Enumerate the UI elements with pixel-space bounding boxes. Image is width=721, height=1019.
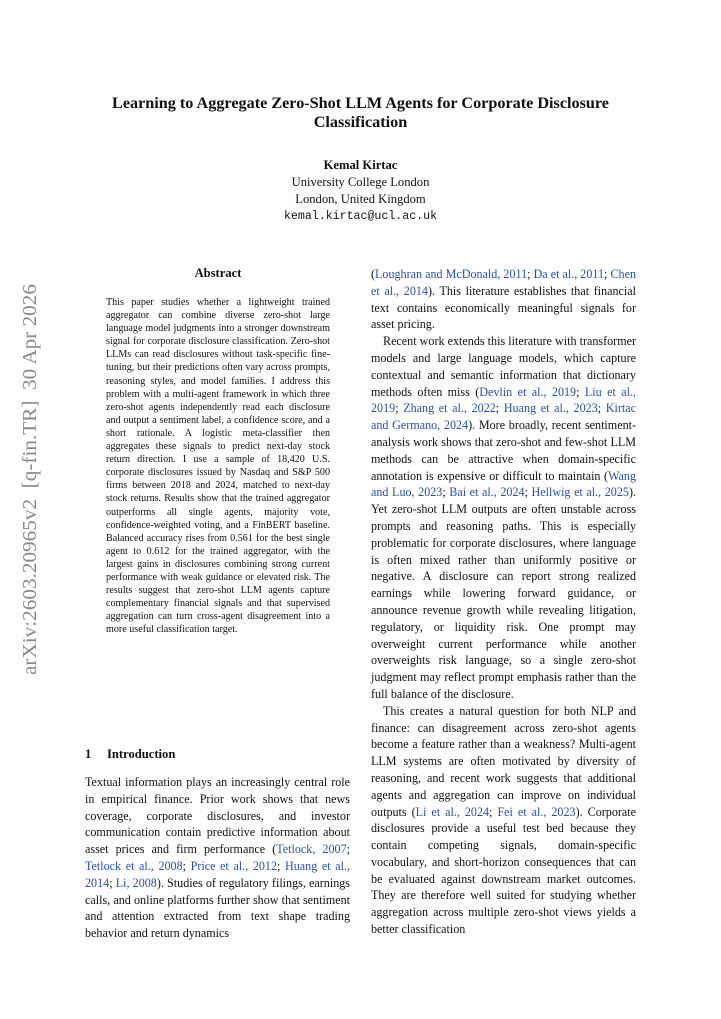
citation-link[interactable]: Devlin et al., 2019 (479, 384, 577, 399)
body-text: ; (597, 401, 606, 416)
body-text: ; (182, 858, 191, 873)
paragraph (371, 266, 636, 333)
body-text: ). Studies of regulatory filings, earnings calls, and online platforms further show that sentiment and attention extracted from text shape trading behavior and return dynamics (85, 875, 350, 941)
body-text: ; (527, 267, 534, 281)
arxiv-stamp-text: arXiv:2603.20965v2 [q-fin.TR] 30 Apr 2026 (20, 315, 41, 675)
body-text: ; (604, 267, 611, 281)
author-name: Kemal Kirtac (323, 158, 398, 172)
citation-link[interactable]: Wang and Luo, 2023 (371, 468, 636, 500)
abstract-heading: Abstract (194, 266, 242, 280)
citation-link[interactable]: Li et al., 2024 (415, 804, 490, 819)
body-text: ; (346, 842, 350, 857)
paper-title: Learning to Aggregate Zero-Shot LLM Agents for Corporate Disclosure Classification (112, 94, 609, 131)
citation-link[interactable]: Li, 2008 (115, 875, 157, 890)
body-text: ). This literature establishes that financial text contains economically meaningful signals for asset pricing. (371, 283, 636, 332)
arxiv-stamp-svg (6, 282, 46, 677)
body-text: ; (489, 804, 498, 819)
introduction-right-column (371, 266, 636, 938)
paragraph (371, 333, 636, 703)
body-text: ). Corporate disclosures provide a useful test bed because they contain competing signals, domain-specific vocabulary, and short-horizon consequences that can be evaluated against downstream market outcomes. They are therefore well suited for studying whether aggregation across multiple zero-shot views yields a better classification (371, 804, 636, 937)
section-title: Introduction (107, 747, 176, 761)
body-text: ; (524, 485, 532, 500)
citation-link[interactable]: Chen et al., 2014 (371, 267, 636, 298)
citation-link[interactable]: Loughran and McDonald, 2011 (375, 267, 528, 281)
abstract-text: This paper studies whether a lightweight trained aggregator can combine diverse zero-shot large language model judgments into a stronger downstream signal for corporate disclosure classification. Zero-shot LLMs can read disclosures without task-specific fine-tuning, but their predictions often vary across prompts, reasoning styles, and model families. I address this problem with a multi-agent framework in which three zero-shot agents independently read each disclosure and output a sentiment label, a confidence score, and a short rationale. A logistic meta-classifier then aggregates these signals to predict next-day stock return direction. I use a sample of 18,420 U.S. corporate disclosures issued by Nasdaq and S&P 500 firms between 2018 and 2024, matched to next-day stock returns. Results show that the trained aggregator outperforms all single agents, majority vote, confidence-weighted voting, and a FinBERT baseline. Balanced accuracy rises from 0.561 for the best single agent to 0.612 for the trained aggregator, with the largest gains in disclosures combining strong current performance with weak guidance or elevated risk. The results suggest that zero-shot LLM agents capture complementary financial signals and that supervised aggregation can turn cross-agent disagreement into a more useful classification target. (106, 297, 330, 636)
body-text: ; (495, 401, 504, 416)
body-text: This creates a natural question for both NLP and finance: can disagreement across zero-shot agents become a feature rather than a weakness? Multi-agent LLM systems are often motivated by diversity of reasoning, and recent work suggests that additional agents and aggregation can improve on individual outputs ( (371, 703, 636, 819)
body-text: ; (109, 875, 116, 890)
body-text: ( (371, 267, 376, 281)
body-text: ; (395, 401, 404, 416)
section-number: 1 (85, 747, 92, 761)
body-text: ; (442, 485, 450, 500)
author-block (160, 157, 561, 225)
body-text: ). More broadly, recent sentiment-analysis work shows that zero-shot and few-shot LLM methods can be attractive when domain-specific annotation is expensive or difficult to maintain ( (371, 418, 636, 483)
arxiv-stamp (6, 282, 46, 677)
citation-link[interactable]: Huang et al., 2014 (85, 858, 350, 890)
citation-link[interactable]: Liu et al., 2019 (371, 384, 637, 416)
body-text: ). Yet zero-shot LLM outputs are often unstable across prompts and reasoning paths. This is especially problematic for corporate disclosures, where language is often mixed rather than uniformly positive or negative. A disclosure can report strong realized earnings while lowering forward guidance, or announce revenue growth while revealing litigation, regulatory, or liquidity risk. One prompt may overweight current performance while another overweights risk language, so a single zero-shot judgment may reflect prompt emphasis rather than the full balance of the disclosure. (371, 485, 636, 701)
introduction-heading (85, 747, 350, 762)
paragraph (371, 703, 636, 938)
citation-link[interactable]: Da et al., 2011 (533, 267, 605, 281)
citation-link[interactable]: Bai et al., 2024 (449, 485, 525, 500)
author-email: kemal.kirtac@ucl.ac.uk (283, 210, 438, 223)
body-text: ; (277, 858, 286, 873)
citation-link[interactable]: Fei et al., 2023 (497, 804, 576, 819)
author-location: London, United Kingdom (295, 192, 426, 206)
citation-link[interactable]: Hellwig et al., 2025 (531, 485, 629, 500)
citation-link[interactable]: Tetlock et al., 2008 (85, 858, 183, 873)
citation-link[interactable]: Price et al., 2012 (190, 858, 278, 873)
citation-link[interactable]: Kirtac and Germano, 2024 (371, 401, 636, 433)
citation-link[interactable]: Huang et al., 2023 (503, 401, 598, 416)
introduction-left-column (85, 774, 350, 942)
body-text: Recent work extends this literature with transformer models and large language models, which capture contextual and semantic information that dictionary methods often miss ( (371, 334, 636, 399)
citation-link[interactable]: Zhang et al., 2022 (403, 401, 496, 416)
author-affiliation: University College London (291, 175, 430, 189)
body-text: ; (576, 384, 585, 399)
body-text: Textual information plays an increasingly central role in empirical finance. Prior work shows that news coverage, corporate disclosures, and investor communication contain predictive information about asset prices and firm performance ( (85, 775, 350, 857)
citation-link[interactable]: Tetlock, 2007 (276, 842, 347, 857)
